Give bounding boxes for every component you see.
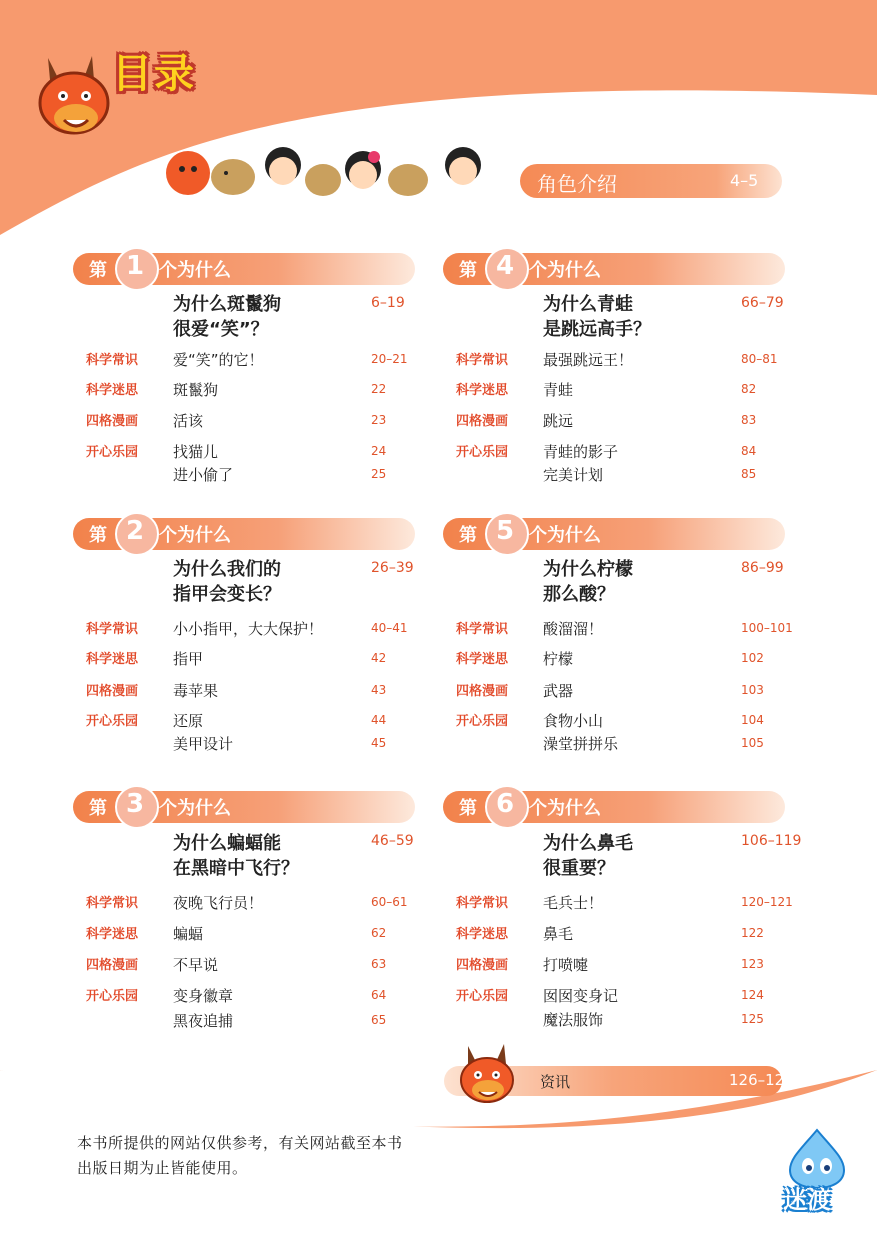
item-page: 103: [741, 683, 764, 697]
item-page: 63: [371, 957, 387, 971]
category-label: 开心乐园: [456, 714, 509, 729]
toc-row[interactable]: [73, 441, 443, 463]
category-label: 四格漫画: [86, 684, 139, 699]
water-drop-mascot: [782, 1128, 852, 1188]
item-page: 23: [371, 413, 387, 427]
toc-row[interactable]: [73, 464, 443, 486]
item-title: 爱“笑”的它！: [173, 351, 264, 369]
character-intro-title[interactable]: 角色介绍: [537, 172, 617, 196]
item-title: 魔法服饰: [543, 1011, 604, 1029]
chapter-di: 第: [89, 260, 107, 281]
item-title: 还原: [173, 712, 204, 730]
toc-row[interactable]: [443, 733, 813, 755]
chapter-label: 个为什么: [529, 525, 601, 546]
item-page: 123: [741, 957, 764, 971]
toc-row[interactable]: [443, 648, 813, 670]
item-title: 指甲: [173, 650, 204, 668]
toc-row[interactable]: [73, 954, 443, 976]
toc-row[interactable]: [73, 648, 443, 670]
chapter-di: 第: [459, 260, 477, 281]
chapter-question-line1[interactable]: 为什么青蛙: [543, 294, 633, 315]
item-page: 105: [741, 736, 764, 750]
item-title: 柠檬: [543, 650, 574, 668]
chapter-di: 第: [89, 798, 107, 819]
characters-illustration: [158, 135, 498, 205]
item-title: 澡堂拼拼乐: [543, 735, 619, 753]
category-label: 四格漫画: [456, 414, 509, 429]
chapter-page-range: 66–79: [741, 295, 784, 311]
item-page: 122: [741, 926, 764, 940]
category-label: 四格漫画: [456, 684, 509, 699]
character-intro-pages: 4–5: [730, 171, 759, 190]
toc-row[interactable]: [443, 892, 813, 914]
toc-row[interactable]: [443, 710, 813, 732]
toc-row[interactable]: [443, 410, 813, 432]
item-page: 43: [371, 683, 387, 697]
category-label: 四格漫画: [456, 958, 509, 973]
chapter-question-line2[interactable]: 指甲会变长？: [173, 584, 281, 605]
toc-row[interactable]: [443, 618, 813, 640]
chapter-page-range: 86–99: [741, 560, 784, 576]
category-label: 开心乐园: [86, 989, 139, 1004]
category-label: 科学迷思: [86, 652, 139, 667]
item-page: 64: [371, 988, 387, 1002]
item-page: 20–21: [371, 352, 408, 366]
toc-row[interactable]: [73, 985, 443, 1007]
item-page: 42: [371, 651, 387, 665]
chapter-number: 6: [495, 789, 515, 819]
item-page: 85: [741, 467, 757, 481]
item-page: 65: [371, 1013, 387, 1027]
category-label: 科学迷思: [86, 927, 139, 942]
toc-row[interactable]: [73, 892, 443, 914]
note-line2: 出版日期为止皆能使用。: [77, 1159, 248, 1177]
category-label: 开心乐园: [86, 445, 139, 460]
chapter-label: 个为什么: [159, 260, 231, 281]
toc-row[interactable]: [443, 680, 813, 702]
item-title: 黑夜追捕: [173, 1012, 234, 1030]
category-label: 四格漫画: [86, 958, 139, 973]
chapter-number: 2: [125, 516, 145, 546]
item-title: 毒苹果: [173, 682, 219, 700]
chapter-label: 个为什么: [529, 260, 601, 281]
toc-row[interactable]: [73, 710, 443, 732]
toc-row[interactable]: [73, 618, 443, 640]
toc-row[interactable]: [443, 954, 813, 976]
category-label: 科学常识: [86, 353, 139, 368]
toc-row[interactable]: [443, 349, 813, 371]
category-label: 科学常识: [456, 896, 509, 911]
item-title: 食物小山: [543, 712, 604, 730]
item-page: 102: [741, 651, 764, 665]
item-title: 完美计划: [543, 466, 604, 484]
chapter-page-range: 106–119: [741, 833, 802, 849]
toc-row[interactable]: [73, 1010, 443, 1032]
info-pages: 126–128: [729, 1071, 794, 1089]
item-page: 100–101: [741, 621, 793, 635]
chapter-label: 个为什么: [159, 525, 231, 546]
category-label: 科学常识: [86, 896, 139, 911]
toc-row[interactable]: [443, 379, 813, 401]
toc-row[interactable]: [73, 410, 443, 432]
chapter-question-line2[interactable]: 在黑暗中飞行？: [173, 858, 299, 879]
info-title[interactable]: 资讯: [540, 1073, 571, 1091]
item-page: 24: [371, 444, 387, 458]
chapter-number: 4: [495, 251, 515, 281]
item-title: 囡囡变身记: [543, 987, 619, 1005]
category-label: 科学迷思: [456, 927, 509, 942]
category-label: 开心乐园: [86, 714, 139, 729]
brand-mascot-text: 迷渡: [783, 1186, 831, 1214]
item-title: 活该: [173, 412, 204, 430]
item-page: 22: [371, 382, 387, 396]
chapter-page-range: 46–59: [371, 833, 414, 849]
chapter-question-line2[interactable]: 很重要？: [543, 858, 615, 879]
chapter-label: 个为什么: [529, 798, 601, 819]
category-label: 开心乐园: [456, 989, 509, 1004]
toc-row[interactable]: [73, 379, 443, 401]
chapter-question-line1[interactable]: 为什么鼻毛: [543, 833, 633, 854]
category-label: 科学常识: [456, 353, 509, 368]
toc-row[interactable]: [443, 923, 813, 945]
chapter-di: 第: [459, 798, 477, 819]
chapter-question-line2[interactable]: 那么酸？: [543, 584, 615, 605]
item-page: 44: [371, 713, 387, 727]
toc-row[interactable]: [443, 464, 813, 486]
item-title: 毛兵士！: [543, 894, 604, 912]
chapter-page-range: 26–39: [371, 560, 414, 576]
item-page: 25: [371, 467, 387, 481]
item-title: 鼻毛: [543, 925, 574, 943]
item-page: 40–41: [371, 621, 408, 635]
chapter-number: 5: [495, 516, 515, 546]
toc-title: 目录: [112, 51, 196, 97]
toc-row[interactable]: [73, 680, 443, 702]
category-label: 四格漫画: [86, 414, 139, 429]
item-page: 120–121: [741, 895, 793, 909]
item-title: 跳远: [543, 412, 574, 430]
item-title: 青蛙: [543, 381, 574, 399]
item-title: 不早说: [173, 956, 219, 974]
item-title: 变身徽章: [173, 987, 234, 1005]
chapter-label: 个为什么: [159, 798, 231, 819]
chapter-di: 第: [89, 525, 107, 546]
toc-row[interactable]: [443, 985, 813, 1007]
item-page: 80–81: [741, 352, 778, 366]
category-label: 科学常识: [86, 622, 139, 637]
toc-row[interactable]: [73, 923, 443, 945]
item-title: 蝙蝠: [173, 925, 204, 943]
dragon-mascot-small: [452, 1040, 522, 1110]
item-title: 进小偷了: [173, 466, 234, 484]
category-label: 开心乐园: [456, 445, 509, 460]
chapter-question-line1[interactable]: 为什么斑鬣狗: [173, 294, 281, 315]
category-label: 科学迷思: [456, 383, 509, 398]
category-label: 科学迷思: [456, 652, 509, 667]
toc-row[interactable]: [73, 733, 443, 755]
item-title: 青蛙的影子: [543, 443, 619, 461]
item-title: 夜晚飞行员！: [173, 894, 264, 912]
chapter-di: 第: [459, 525, 477, 546]
category-label: 科学常识: [456, 622, 509, 637]
item-title: 武器: [543, 682, 574, 700]
item-title: 小小指甲，大大保护！: [173, 620, 324, 638]
item-title: 酸溜溜！: [543, 620, 604, 638]
chapter-page-range: 6–19: [371, 295, 405, 311]
toc-row[interactable]: [73, 349, 443, 371]
item-title: 找猫儿: [173, 443, 219, 461]
chapter-question-line1[interactable]: 为什么我们的: [173, 559, 281, 580]
item-title: 美甲设计: [173, 735, 234, 753]
item-page: 124: [741, 988, 764, 1002]
dragon-mascot-logo: [30, 48, 120, 148]
chapter-question-line1[interactable]: 为什么蝙蝠能: [173, 833, 281, 854]
chapter-question-line2[interactable]: 是跳远高手？: [543, 319, 651, 340]
category-label: 科学迷思: [86, 383, 139, 398]
item-title: 斑鬣狗: [173, 381, 219, 399]
item-page: 125: [741, 1012, 764, 1026]
chapter-question-line1[interactable]: 为什么柠檬: [543, 559, 633, 580]
chapter-number: 1: [125, 251, 145, 281]
toc-row[interactable]: [443, 441, 813, 463]
item-page: 45: [371, 736, 387, 750]
chapter-question-line2[interactable]: 很爱“笑”？: [173, 319, 269, 340]
note-line1: 本书所提供的网站仅供参考，有关网站截至本书: [77, 1134, 403, 1152]
item-page: 84: [741, 444, 757, 458]
item-page: 104: [741, 713, 764, 727]
chapter-number: 3: [125, 789, 145, 819]
toc-row[interactable]: [443, 1009, 813, 1031]
item-page: 83: [741, 413, 757, 427]
item-page: 62: [371, 926, 387, 940]
item-page: 82: [741, 382, 757, 396]
item-title: 最强跳远王！: [543, 351, 634, 369]
item-page: 60–61: [371, 895, 408, 909]
item-title: 打喷嚏: [543, 956, 589, 974]
